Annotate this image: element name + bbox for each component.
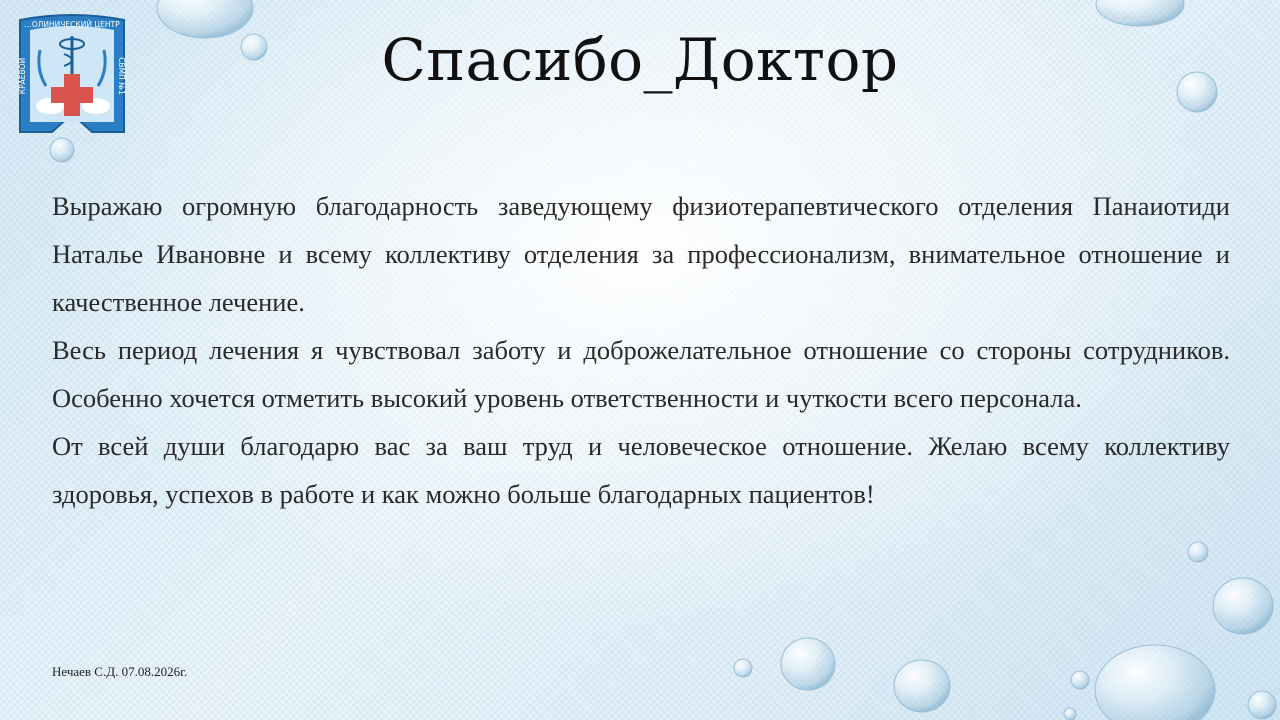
letter-body bbox=[52, 182, 1230, 518]
logo-arc-text: …ОЛИНИЧЕСКИЙ ЦЕНТР bbox=[24, 20, 120, 29]
paragraph-2: Весь период лечения я чувствовал заботу и доброжелательное отношение со стороны сотрудников. Особенно хочется отметить высокий уровень ответственности и чуткости всего персонала. bbox=[52, 335, 1230, 413]
paragraph-3: От всей души благодарю вас за ваш труд и человеческое отношение. Желаю всему коллективу здоровья, успехов в работе и как можно больше благодарных пациентов! bbox=[52, 431, 1230, 509]
clinic-logo bbox=[16, 14, 128, 140]
medical-emblem-icon bbox=[16, 14, 128, 140]
author-signature: Нечаев С.Д. 07.08.2026г. bbox=[52, 664, 188, 679]
logo-left-text: КРАЕВОЙ bbox=[18, 57, 27, 95]
paragraph-1: Выражаю огромную благодарность заведующему физиотерапевтического отделения Панаиотиди Наталье Ивановне и всему коллективу отделения за профессионализм, внимательное отношение и качественное лечение. bbox=[52, 191, 1230, 317]
logo-side-text: СВМП №1 bbox=[117, 57, 126, 95]
slide-title: Спасибо_Доктор bbox=[381, 26, 899, 94]
